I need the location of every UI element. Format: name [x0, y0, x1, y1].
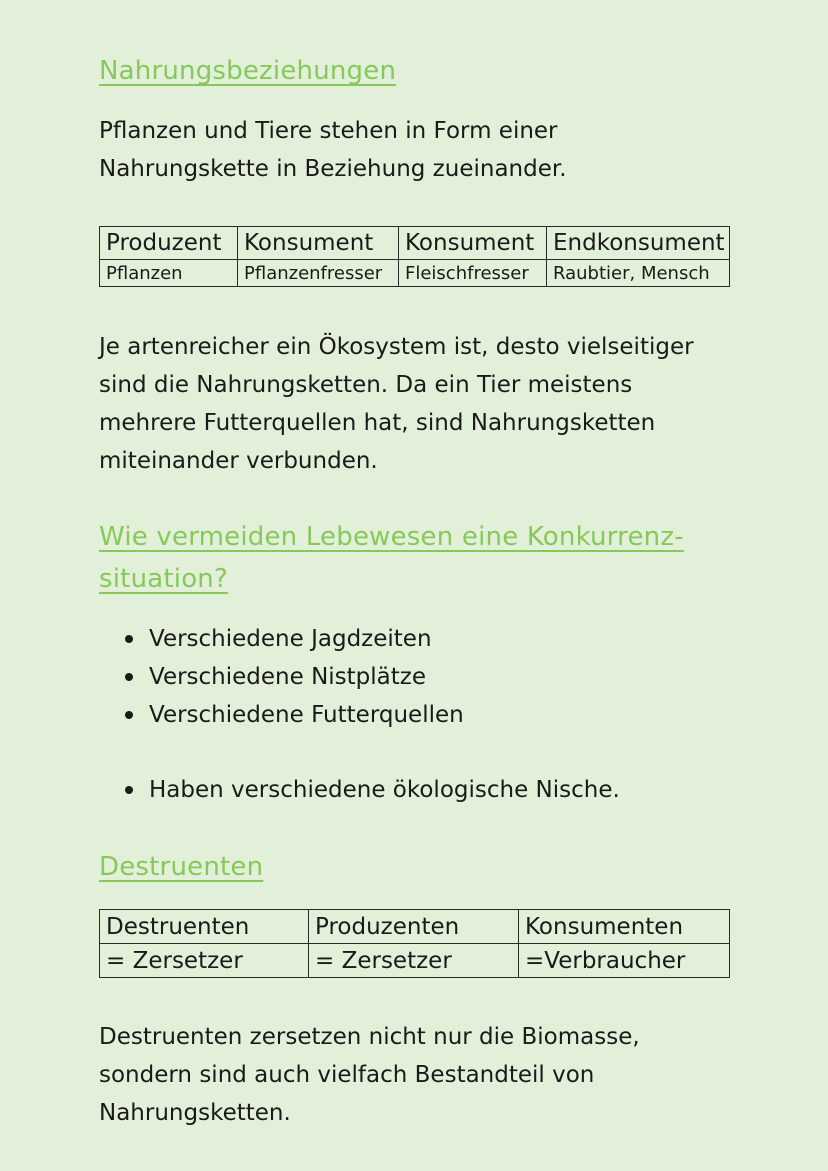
list-item: Haben verschiedene ökologische Nische.: [99, 771, 620, 809]
bullet-icon: [125, 635, 133, 643]
list-item: Verschiedene Nistplätze: [99, 658, 464, 696]
table-header-cell: Konsument: [238, 227, 399, 260]
paragraph-line: mehrere Futterquellen hat, sind Nahrungsketten: [99, 410, 656, 436]
bullet-icon: [125, 673, 133, 681]
paragraph-line: sind die Nahrungsketten. Da ein Tier meistens: [99, 372, 633, 398]
table-cell: Fleischfresser: [399, 260, 547, 287]
ecosystem-paragraph: [99, 328, 739, 480]
table-header-cell: Produzenten: [309, 910, 519, 944]
paragraph-line: sondern sind auch vielfach Bestandteil von: [99, 1062, 595, 1088]
list-item: Verschiedene Jagdzeiten: [99, 620, 464, 658]
table-row: [100, 910, 730, 944]
table-cell: =Verbraucher: [519, 944, 730, 978]
niche-list: [99, 771, 620, 809]
table-cell: Pflanzenfresser: [238, 260, 399, 287]
table-row: [100, 260, 730, 287]
table-header-cell: Endkonsument: [547, 227, 730, 260]
table-cell: Pflanzen: [100, 260, 238, 287]
paragraph-line: Je artenreicher ein Ökosystem ist, desto vielseitiger: [99, 334, 694, 360]
food-chain-table: [99, 226, 730, 287]
paragraph-line: miteinander verbunden.: [99, 448, 378, 474]
paragraph-line: Nahrungsketten.: [99, 1100, 291, 1126]
list-item: Verschiedene Futterquellen: [99, 696, 464, 734]
table-cell: = Zersetzer: [309, 944, 519, 978]
table-cell: = Zersetzer: [100, 944, 309, 978]
heading-nahrungsbeziehungen: Nahrungsbeziehungen: [99, 56, 397, 86]
bullet-icon: [125, 786, 133, 794]
destruenten-table: [99, 909, 730, 978]
table-cell: Raubtier, Mensch: [547, 260, 730, 287]
paragraph-line: Destruenten zersetzen nicht nur die Biomasse,: [99, 1024, 640, 1050]
heading-konkurrenz: Wie vermeiden Lebewesen eine Konkurrenz-: [99, 522, 684, 552]
closing-paragraph: [99, 1018, 739, 1132]
table-header-cell: Konsument: [399, 227, 547, 260]
intro-line: Nahrungskette in Beziehung zueinander.: [99, 156, 567, 182]
table-header-cell: Konsumenten: [519, 910, 730, 944]
heading-konkurrenz-continued: situation?: [99, 564, 228, 594]
strategy-list: [99, 620, 464, 734]
table-header-cell: Produzent: [100, 227, 238, 260]
intro-line: Pflanzen und Tiere stehen in Form einer: [99, 118, 558, 144]
intro-paragraph: [99, 112, 739, 188]
table-header-cell: Destruenten: [100, 910, 309, 944]
table-row: [100, 227, 730, 260]
table-row: [100, 944, 730, 978]
heading-destruenten: Destruenten: [99, 852, 264, 882]
bullet-icon: [125, 711, 133, 719]
